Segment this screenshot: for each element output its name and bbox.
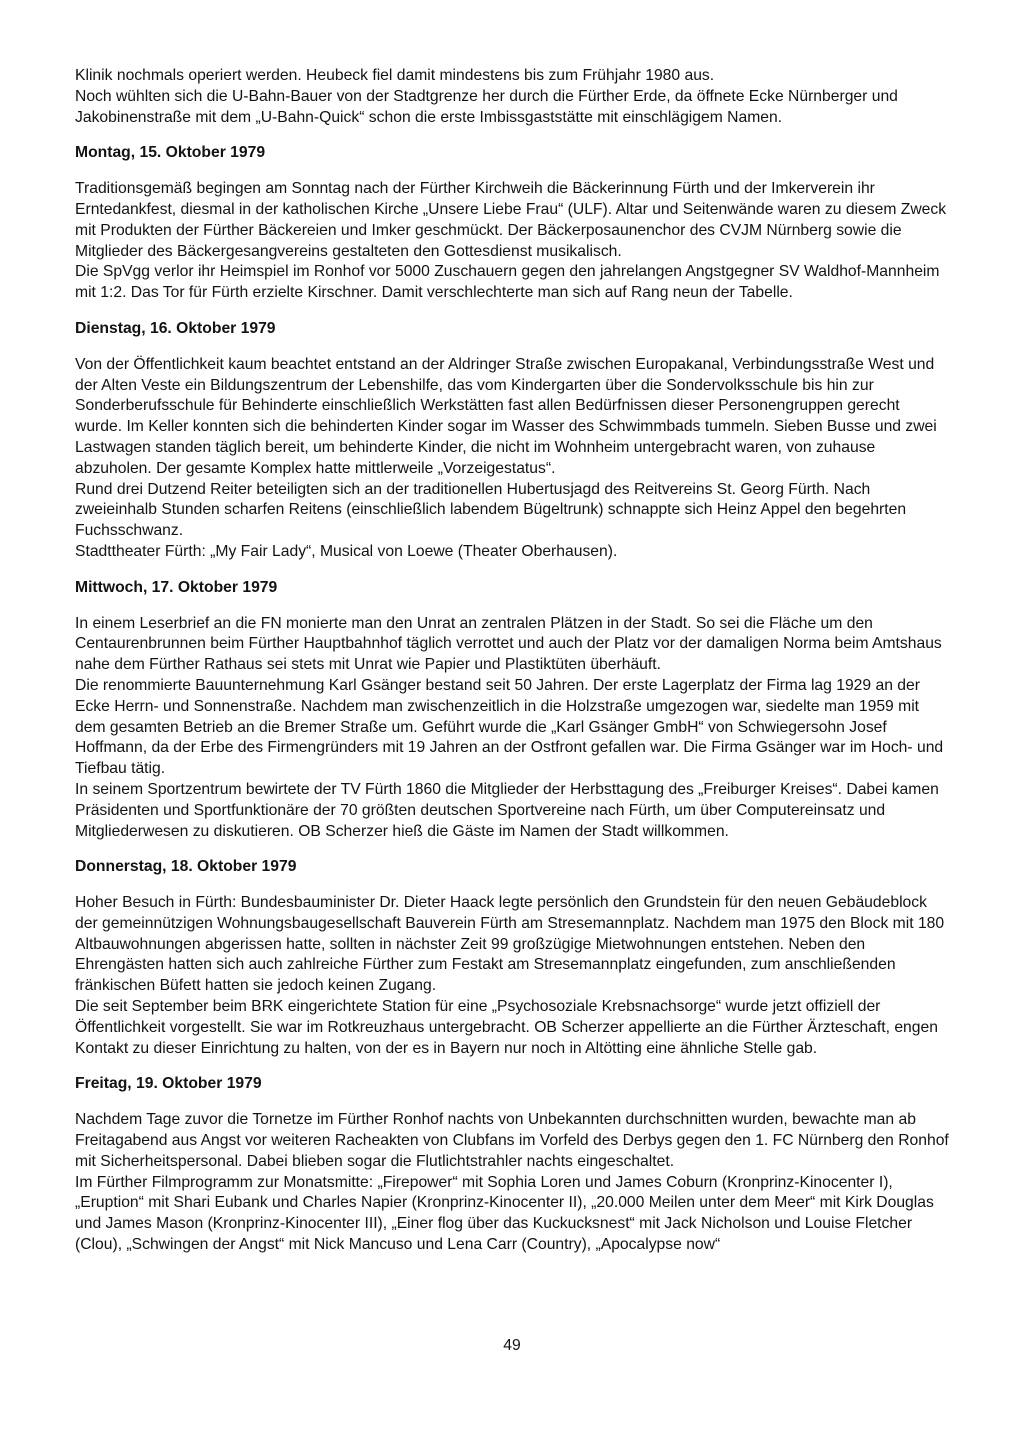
day-heading: Montag, 15. Oktober 1979 [75, 144, 266, 162]
paragraph: Im Fürther Filmprogramm zur Monatsmitte: „Firepower“ mit Sophia Loren und James Coburn (Kronprinz-Kinocenter I), „Eruption“ mit Shari Eubank und Charles Napier (Kronprinz-Kinocenter II), „20.000 Meilen unter dem Meer“ mit Kirk Douglas und James Mason (Kronprinz-Kinocenter III), „Einer flog über das Kuckucksnest“ mit Jack Nicholson und Louise Fletcher (Clou), „Schwingen der Angst“ mit Nick Mancuso und Lena Carr (Country), „Apocalypse now“ [75, 1173, 934, 1254]
paragraph: Rund drei Dutzend Reiter beteiligten sich an der traditionellen Hubertusjagd des Reitvereins St. Georg Fürth. Nach zweieinhalb Stunden scharfen Reitens (einschließlich labendem Bügeltrunk) schnappte sich Heinz Appel den begehrten Fuchsschwanz. [75, 480, 907, 540]
page-number: 49 [503, 1337, 521, 1354]
day-section-thursday [75, 857, 950, 1059]
paragraph: Stadttheater Fürth: „My Fair Lady“, Musical von Loewe (Theater Oberhausen). [75, 542, 618, 560]
day-heading: Donnerstag, 18. Oktober 1979 [75, 858, 297, 876]
paragraph: Die SpVgg verlor ihr Heimspiel im Ronhof vor 5000 Zuschauern gegen den jahrelangen Angstgegner SV Waldhof-Mannheim mit 1:2. Das Tor für Fürth erzielte Kirschner. Damit verschlechterte man sich auf Rang neun der Tabelle. [75, 263, 940, 302]
day-section-wednesday [75, 578, 950, 843]
intro-section [75, 66, 950, 128]
day-section-friday [75, 1074, 950, 1255]
paragraph: Klinik nochmals operiert werden. Heubeck fiel damit mindestens bis zum Frühjahr 1980 aus. [75, 67, 715, 84]
day-heading: Freitag, 19. Oktober 1979 [75, 1075, 262, 1093]
day-heading: Mittwoch, 17. Oktober 1979 [75, 578, 278, 596]
paragraph: Die renommierte Bauunternehmung Karl Gsänger bestand seit 50 Jahren. Der erste Lagerplatz der Firma lag 1929 an der Ecke Herrn- und Sonnenstraße. Nachdem man zwischenzeitlich in die Holzstraße umgezogen war, siedelte man 1959 mit dem gesamten Betrieb an die Bremer Straße um. Geführt wurde die „Karl Gsänger GmbH“ von Schwiegersohn Josef Hoffmann, da der Erbe des Firmengründers mit 19 Jahren an der Ostfront gefallen war. Die Firma Gsänger war im Hoch- und Tiefbau tätig. [75, 676, 944, 778]
day-section-monday [75, 143, 950, 304]
paragraph: Hoher Besuch in Fürth: Bundesbauminister Dr. Dieter Haack legte persönlich den Grundstein für den neuen Gebäudeblock der gemeinnützigen Wohnungsbaugesellschaft Bauverein Fürth am Stresemannplatz. Nachdem man 1975 den Block mit 180 Altbauwohnungen abgerissen hatte, sollten in nächster Zeit 99 großzügige Mietwohnungen entstehen. Neben den Ehrengästen hatten sich auch zahlreiche Fürther zum Festakt am Stresemannplatz eingefunden, zum anschließenden fränkischen Büfett hatten sie jedoch keinen Zugang. [75, 894, 945, 995]
paragraph: Nachdem Tage zuvor die Tornetze im Fürther Ronhof nachts von Unbekannten durchschnitten wurden, bewachte man ab Freitagabend aus Angst vor weiteren Racheakten von Clubfans im Vorfeld des Derbys gegen den 1. FC Nürnberg den Ronhof mit Sicherheitspersonal. Dabei blieben sogar die Flutlichtstrahler nachts eingeschaltet. [75, 1111, 949, 1170]
paragraph: In einem Leserbrief an die FN monierte man den Unrat an zentralen Plätzen in der Stadt. So sei die Fläche um den Centaurenbrunnen beim Fürther Hauptbahnhof täglich verrottet und auch der Platz vor der damaligen Norma beim Amtshaus nahe dem Fürther Rathaus sei stets mit Unrat wie Papier und Plastiktüten überhäuft. [75, 614, 942, 674]
day-section-tuesday [75, 319, 950, 563]
paragraph: Von der Öffentlichkeit kaum beachtet entstand an der Aldringer Straße zwischen Europakanal, Verbindungsstraße West und der Alten Veste ein Bildungszentrum der Lebenshilfe, das vom Kindergarten über die Sondervolksschule bis hin zur Sonderberufsschule für Behinderte einschließlich Werkstätten fast allen Bedürfnissen dieser Personengruppen gerecht wurde. Im Keller konnten sich die behinderten Kinder sogar im Wasser des Schwimmbads tummeln. Sieben Busse und zwei Lastwagen standen täglich bereit, um behinderte Kinder, die nicht im Wohnheim untergebracht waren, von zuhause abzuholen. Der gesamte Komplex hatte mittlerweile „Vorzeigestatus“. [75, 355, 937, 477]
day-heading: Dienstag, 16. Oktober 1979 [75, 319, 276, 337]
paragraph: Noch wühlten sich die U-Bahn-Bauer von der Stadtgrenze her durch die Fürther Erde, da öffnete Ecke Nürnberger und Jakobinenstraße mit dem „U-Bahn-Quick“ schon die erste Imbissgaststätte mit einschlägigem Namen. [75, 87, 898, 126]
paragraph: Traditionsgemäß begingen am Sonntag nach der Fürther Kirchweih die Bäckerinnung Fürth und der Imkerverein ihr Erntedankfest, diesmal in der katholischen Kirche „Unsere Liebe Frau“ (ULF). Altar und Seitenwände waren zu diesem Zweck mit Produkten der Fürther Bäckereien und Imker geschmückt. Der Bäckerposaunenchor des CVJM Nürnberg sowie die Mitglieder des Bäckergesangvereins gestalteten den Gottesdienst musikalisch. [75, 180, 947, 260]
paragraph: In seinem Sportzentrum bewirtete der TV Fürth 1860 die Mitglieder der Herbsttagung des „Freiburger Kreises“. Dabei kamen Präsidenten und Sportfunktionäre der 70 größten deutschen Sportvereine nach Fürth, um über Computereinsatz und Mitgliederwesen zu diskutieren. OB Scherzer hieß die Gäste im Namen der Stadt willkommen. [75, 780, 939, 840]
paragraph: Die seit September beim BRK eingerichtete Station für eine „Psychosoziale Krebsnachsorge“ wurde jetzt offiziell der Öffentlichkeit vorgestellt. Sie war im Rotkreuzhaus untergebracht. OB Scherzer appellierte an die Fürther Ärzteschaft, engen Kontakt zu dieser Einrichtung zu halten, von der es in Bayern nur noch in Altötting eine ähnliche Stelle gab. [75, 998, 938, 1057]
